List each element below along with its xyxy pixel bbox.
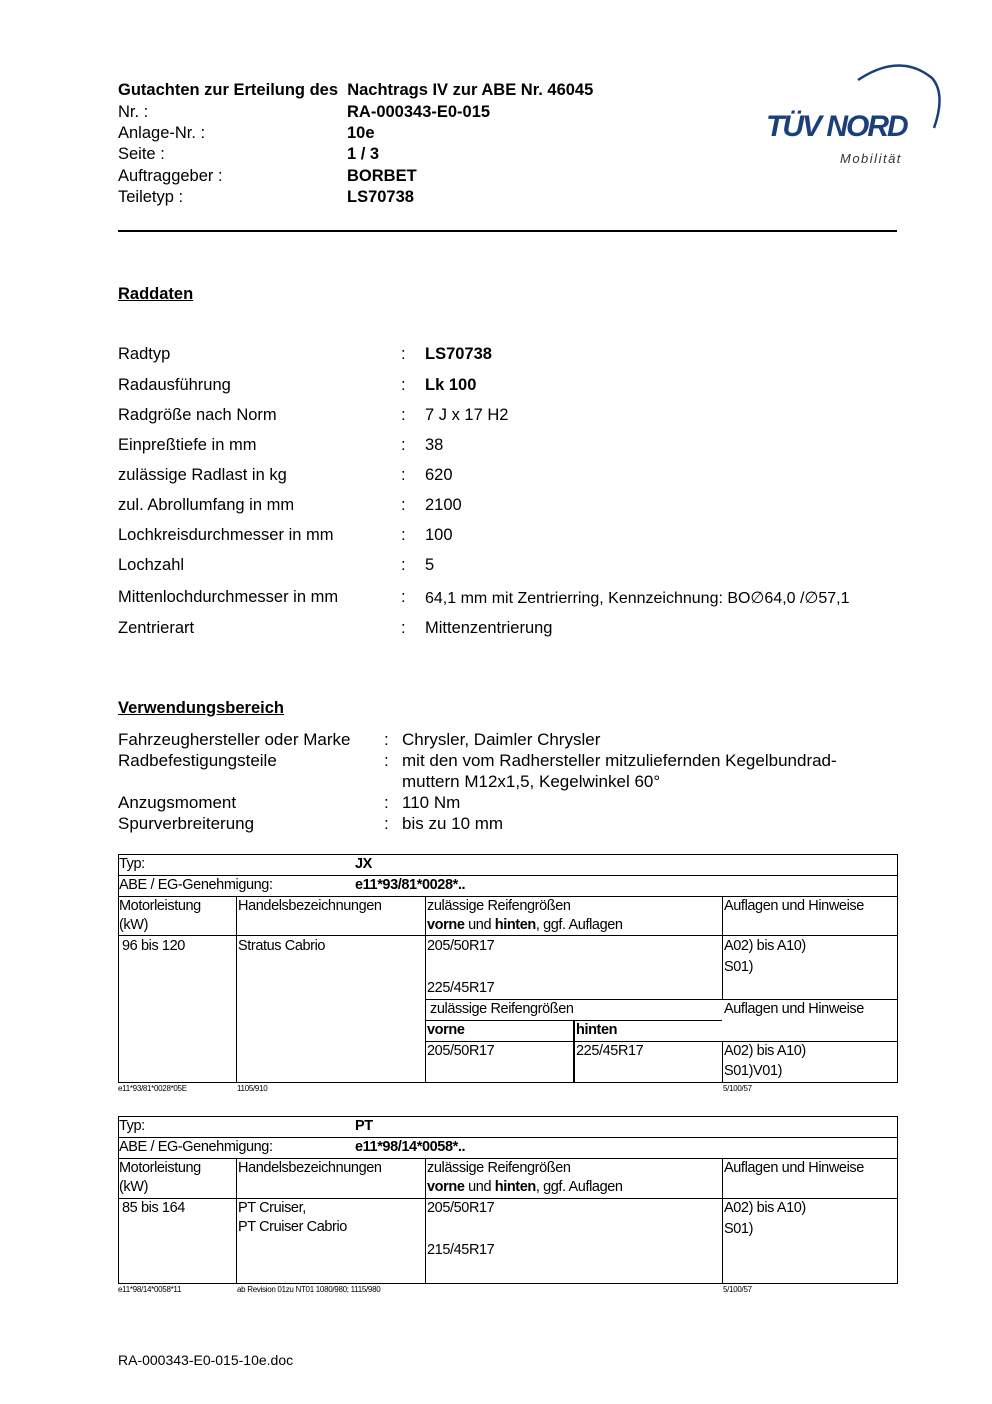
header-value: 1 / 3: [347, 145, 380, 163]
col-motor-unit: (kW): [119, 1179, 148, 1195]
row-label: Einpreßtiefe in mm: [118, 436, 257, 454]
typ-value: JX: [355, 856, 372, 872]
vehicle-table-jx: [118, 854, 898, 1083]
header-field-auftraggeber: [118, 166, 417, 187]
table-line: [118, 854, 898, 855]
header-value: RA-000343-E0-015: [347, 103, 491, 121]
header-value: BORBET: [347, 167, 417, 185]
auflagen-value: S01): [724, 1221, 754, 1237]
header-field-teiletyp: [118, 187, 414, 208]
row-value: 64,1 mm mit Zentrierring, Kennzeichnung: BO∅64,0 /∅57,1: [425, 590, 850, 607]
row-colon: :: [401, 436, 406, 454]
col-reifen: zulässige Reifengrößen: [427, 898, 571, 914]
bold-hinten: hinten: [494, 917, 536, 933]
row-value: Mittenzentrierung: [425, 619, 553, 637]
row-label: Anzugsmoment: [118, 793, 237, 812]
tuev-nord-logo: [760, 58, 945, 173]
sub-auflagen-value: A02) bis A10): [724, 1043, 806, 1059]
row-value: Lk 100: [425, 376, 477, 394]
auflagen-value: S01): [724, 959, 754, 975]
abe-label: ABE / EG-Genehmigung:: [119, 1139, 273, 1155]
logo-brand: TÜV NORD: [766, 110, 907, 143]
header-field-nr: [118, 102, 491, 123]
typ-label: Typ:: [119, 856, 145, 872]
text-auflagen: , ggf. Auflagen: [535, 1179, 623, 1195]
handel-value: PT Cruiser Cabrio: [238, 1219, 347, 1235]
table-footnote-code: e11*98/14*0058*11: [118, 1285, 182, 1294]
row-label: Fahrzeughersteller oder Marke: [118, 730, 351, 749]
table-footnote-right: 5/100/57: [723, 1285, 752, 1294]
auflagen-value: A02) bis A10): [724, 1200, 806, 1216]
header-label: Auftraggeber :: [118, 167, 223, 185]
row-value: 38: [425, 436, 444, 454]
row-value: LS70738: [425, 345, 492, 363]
row-colon: :: [384, 730, 389, 749]
abe-label: ABE / EG-Genehmigung:: [119, 877, 273, 893]
row-value: Chrysler, Daimler Chrysler: [402, 730, 601, 749]
row-value: 100: [425, 526, 453, 544]
header-value: 10e: [347, 124, 375, 142]
handel-value: PT Cruiser,: [238, 1200, 306, 1216]
row-value: 110 Nm: [402, 793, 461, 812]
col-auflagen: Auflagen und Hinweise: [724, 1160, 864, 1176]
sub-hinten: hinten: [576, 1022, 618, 1038]
row-colon: :: [401, 466, 406, 484]
reifen-value: 215/45R17: [427, 1242, 495, 1258]
table-footnote-code: e11*93/81*0028*05E: [118, 1084, 187, 1093]
row-label: Lochzahl: [118, 556, 185, 574]
header-label: Anlage-Nr. :: [118, 124, 206, 142]
header-field-anlage: [118, 123, 375, 144]
footer-filename: RA-000343-E0-015-10e.doc: [118, 1352, 294, 1368]
row-value: muttern M12x1,5, Kegelwinkel 60°: [402, 772, 661, 791]
col-reifen-sub: [427, 916, 623, 935]
row-label: Mittenlochdurchmesser in mm: [118, 588, 339, 606]
bold-hinten: hinten: [494, 1179, 536, 1195]
table-line: [722, 1158, 723, 1284]
motor-value: 85 bis 164: [122, 1200, 185, 1216]
table-line: [236, 896, 237, 1083]
text-auflagen: , ggf. Auflagen: [535, 917, 623, 933]
table-line: [425, 896, 426, 1083]
reifen-value: 225/45R17: [427, 980, 495, 996]
verwendung-title: Verwendungsbereich: [118, 699, 284, 717]
table-line: [425, 1158, 426, 1284]
row-value: mit den vom Radhersteller mitzuliefernden Kegelbundrad-: [402, 751, 837, 770]
row-colon: :: [384, 751, 389, 770]
table-line: [118, 1082, 898, 1083]
table-footnote-mid: 1105/910: [237, 1084, 268, 1093]
sub-vorne-value: 205/50R17: [427, 1043, 495, 1059]
table-line: [722, 1041, 723, 1083]
motor-value: 96 bis 120: [122, 938, 185, 954]
header-label: Teiletyp :: [118, 188, 184, 206]
document-title: Gutachten zur Erteilung des Nachtrags IV zur ABE Nr. 46045: [118, 81, 594, 99]
col-reifen: zulässige Reifengrößen: [427, 1160, 571, 1176]
col-motor-unit: (kW): [119, 917, 148, 933]
row-colon: :: [401, 345, 406, 363]
bold-vorne: vorne: [427, 917, 465, 933]
row-label: Radbefestigungsteile: [118, 751, 277, 770]
row-colon: :: [384, 814, 389, 833]
table-line: [897, 1116, 898, 1284]
handel-value: Stratus Cabrio: [238, 938, 326, 954]
typ-value: PT: [355, 1118, 373, 1134]
row-value: bis zu 10 mm: [402, 814, 504, 833]
raddaten-title: Raddaten: [118, 285, 194, 303]
table-line: [118, 1116, 898, 1117]
table-line: [722, 896, 723, 999]
table-footnote-right: 5/100/57: [723, 1084, 752, 1093]
abe-value: e11*98/14*0058*..: [355, 1139, 466, 1155]
table-line: [118, 935, 898, 936]
table-line: [897, 854, 898, 1083]
col-motor: Motorleistung: [119, 898, 201, 914]
row-colon: :: [401, 588, 406, 606]
row-colon: :: [401, 496, 406, 514]
row-label: Spurverbreiterung: [118, 814, 255, 833]
col-auflagen: Auflagen und Hinweise: [724, 898, 864, 914]
bold-vorne: vorne: [427, 1179, 465, 1195]
table-line: [573, 1020, 575, 1082]
table-line: [425, 1041, 898, 1042]
sub-vorne: vorne: [427, 1022, 465, 1038]
col-handel: Handelsbezeichnungen: [238, 1160, 382, 1176]
table-line: [118, 1283, 898, 1284]
vehicle-table-pt: [118, 1116, 898, 1284]
sub-reifen: zulässige Reifengrößen: [430, 1001, 574, 1017]
header-field-seite: [118, 144, 380, 165]
row-colon: :: [401, 406, 406, 424]
sub-auflagen: Auflagen und Hinweise: [724, 1001, 864, 1017]
logo-sub: Mobilität: [840, 151, 902, 166]
row-label: zulässige Radlast in kg: [118, 466, 287, 484]
header-label: Seite :: [118, 145, 165, 163]
row-label: zul. Abrollumfang in mm: [118, 496, 295, 514]
row-label: Radgröße nach Norm: [118, 406, 277, 424]
row-colon: :: [401, 526, 406, 544]
table-footnote-mid: ab Revision 01zu NT01 1080/980; 1115/980: [237, 1285, 381, 1294]
row-value: 5: [425, 556, 435, 574]
row-value: 620: [425, 466, 453, 484]
col-motor: Motorleistung: [119, 1160, 201, 1176]
row-value: 7 J x 17 H2: [425, 406, 509, 424]
header-label: Nr. :: [118, 103, 149, 121]
abe-value: e11*93/81*0028*..: [355, 877, 466, 893]
header-divider: [118, 230, 897, 232]
reifen-value: 205/50R17: [427, 1200, 495, 1216]
sub-hinten-value: 225/45R17: [576, 1043, 644, 1059]
row-colon: :: [401, 556, 406, 574]
row-colon: :: [401, 376, 406, 394]
header-value: LS70738: [347, 188, 414, 206]
row-colon: :: [401, 619, 406, 637]
col-reifen-sub: [427, 1178, 623, 1197]
row-label: Radausführung: [118, 376, 231, 394]
text-und: und: [464, 917, 495, 933]
row-label: Zentrierart: [118, 619, 195, 637]
row-value: 2100: [425, 496, 462, 514]
table-line: [236, 1158, 237, 1284]
sub-auflagen-value: S01)V01): [724, 1063, 783, 1079]
row-label: Lochkreisdurchmesser in mm: [118, 526, 334, 544]
col-handel: Handelsbezeichnungen: [238, 898, 382, 914]
auflagen-value: A02) bis A10): [724, 938, 806, 954]
text-und: und: [464, 1179, 495, 1195]
reifen-value: 205/50R17: [427, 938, 495, 954]
row-colon: :: [384, 793, 389, 812]
row-label: Radtyp: [118, 345, 171, 363]
typ-label: Typ:: [119, 1118, 145, 1134]
